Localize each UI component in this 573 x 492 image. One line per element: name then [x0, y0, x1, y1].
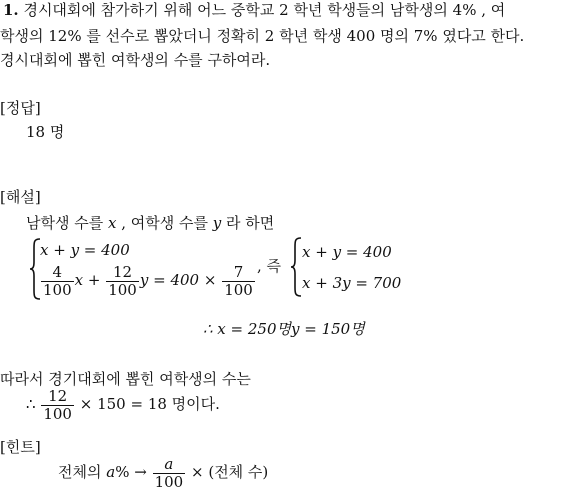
system-connector: , 즉: [257, 257, 282, 275]
problem-text-1: 경시대회에 참가하기 위해 어느 중학교 2 학년 학생들의 남학생의 4% , 여: [23, 1, 506, 19]
explanation-intro: [26, 213, 274, 233]
calculation-line: [26, 386, 220, 423]
hint-text-c: × (전체 수): [191, 463, 269, 481]
fraction-a-100: $\frac{a}{100}$: [154, 454, 184, 491]
system1-eq1: x + y = 400: [40, 241, 130, 259]
hint-header: [힌트]: [0, 438, 41, 456]
system1-eq2: [40, 262, 256, 299]
eq2-mid1: x +: [74, 271, 101, 289]
system2-eq1: x + y = 400: [302, 243, 392, 261]
conclusion-line: 따라서 경기대회에 뽑힌 여학생의 수는: [0, 370, 251, 388]
problem-text-3: 경시대회에 뽑힌 여학생의 수를 구하여라.: [0, 51, 271, 69]
hint-line: [58, 454, 268, 491]
hint-text-b: % →: [115, 463, 147, 481]
calc-rest: × 150 = 18 명이다.: [79, 395, 220, 413]
problem-number: 1.: [3, 1, 19, 19]
answer-value: 18 명: [26, 123, 65, 141]
hint-var-a: a: [106, 463, 116, 481]
therefore-symbol: ∴: [26, 395, 36, 413]
var-y: y: [212, 214, 222, 232]
problem-line-1: [3, 0, 505, 20]
fraction-4-100: $\frac{4}{100}$: [43, 262, 72, 299]
hint-text-a: 전체의: [58, 463, 107, 481]
system2-eq2: x + 3y = 700: [302, 274, 402, 292]
answer-header: [정답]: [0, 99, 41, 117]
intro-text-c: 라 하면: [221, 214, 275, 232]
fraction-12-100: $\frac{12}{100}$: [108, 262, 137, 299]
intro-text-b: , 여학생 수를: [116, 214, 213, 232]
explanation-header: [해설]: [0, 188, 41, 206]
fraction-7-100: $\frac{7}{100}$: [224, 262, 253, 299]
result-line: ∴ x = 250명y = 150명: [203, 320, 365, 338]
system2-brace: [290, 237, 302, 297]
fraction-12-100-calc: $\frac{12}{100}$: [43, 386, 72, 423]
problem-text-2: 학생의 12% 를 선수로 뽑았더니 정확히 2 학년 학생 400 명의 7% 였다고 한다.: [0, 27, 525, 45]
eq2-mid2: y = 400 ×: [139, 271, 217, 289]
intro-text-a: 남학생 수를: [26, 214, 108, 232]
var-x: x: [108, 214, 117, 232]
